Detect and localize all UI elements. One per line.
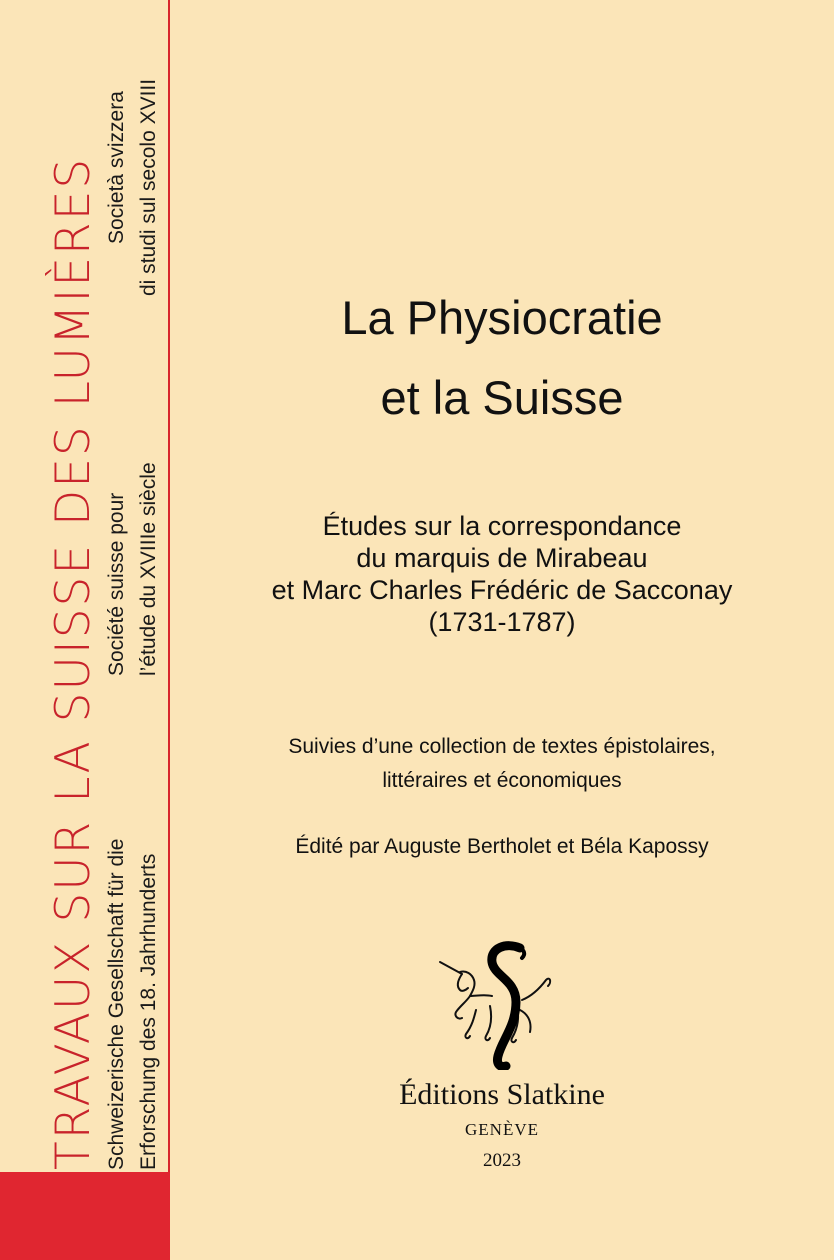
- series-it-line2: di studi sul secolo XVIII: [137, 78, 160, 296]
- suivies-line: littéraires et économiques: [382, 769, 622, 792]
- publisher-city: GENÈVE: [465, 1120, 539, 1139]
- series-de-line1: Schweizerische Gesellschaft für die: [105, 838, 128, 1170]
- subtitle-line: (1731-1787): [428, 607, 576, 637]
- book-title-line2: et la Suisse: [380, 371, 624, 424]
- series-title: TRAVAUX SUR LA SUISSE DES LUMIÈRES: [46, 156, 101, 1170]
- series-fr-line1: Société suisse pour: [105, 492, 128, 676]
- cover-main: [170, 0, 834, 1260]
- publisher-name: Éditions Slatkine: [399, 1078, 605, 1111]
- subtitle-line: du marquis de Mirabeau: [356, 543, 648, 573]
- publication-year: 2023: [483, 1150, 521, 1171]
- book-editors: Édité par Auguste Bertholet et Béla Kapossy: [295, 835, 709, 858]
- book-subtitle: [170, 510, 834, 638]
- unicorn-s-logo-icon: [436, 940, 556, 1070]
- book-title-line1: La Physiocratie: [341, 291, 663, 344]
- book-suivies: [170, 730, 834, 798]
- subtitle-line: Études sur la correspondance: [322, 511, 682, 541]
- series-de-line2: Erforschung des 18. Jahrhunderts: [137, 853, 160, 1170]
- series-it-line1: Società svizzera: [105, 91, 128, 244]
- series-fr-line2: l’étude du XVIIIe siècle: [137, 462, 160, 676]
- suivies-line: Suivies d’une collection de textes épistolaires,: [288, 735, 716, 758]
- red-corner-block: [0, 1172, 170, 1260]
- subtitle-line: et Marc Charles Frédéric de Sacconay: [271, 575, 733, 605]
